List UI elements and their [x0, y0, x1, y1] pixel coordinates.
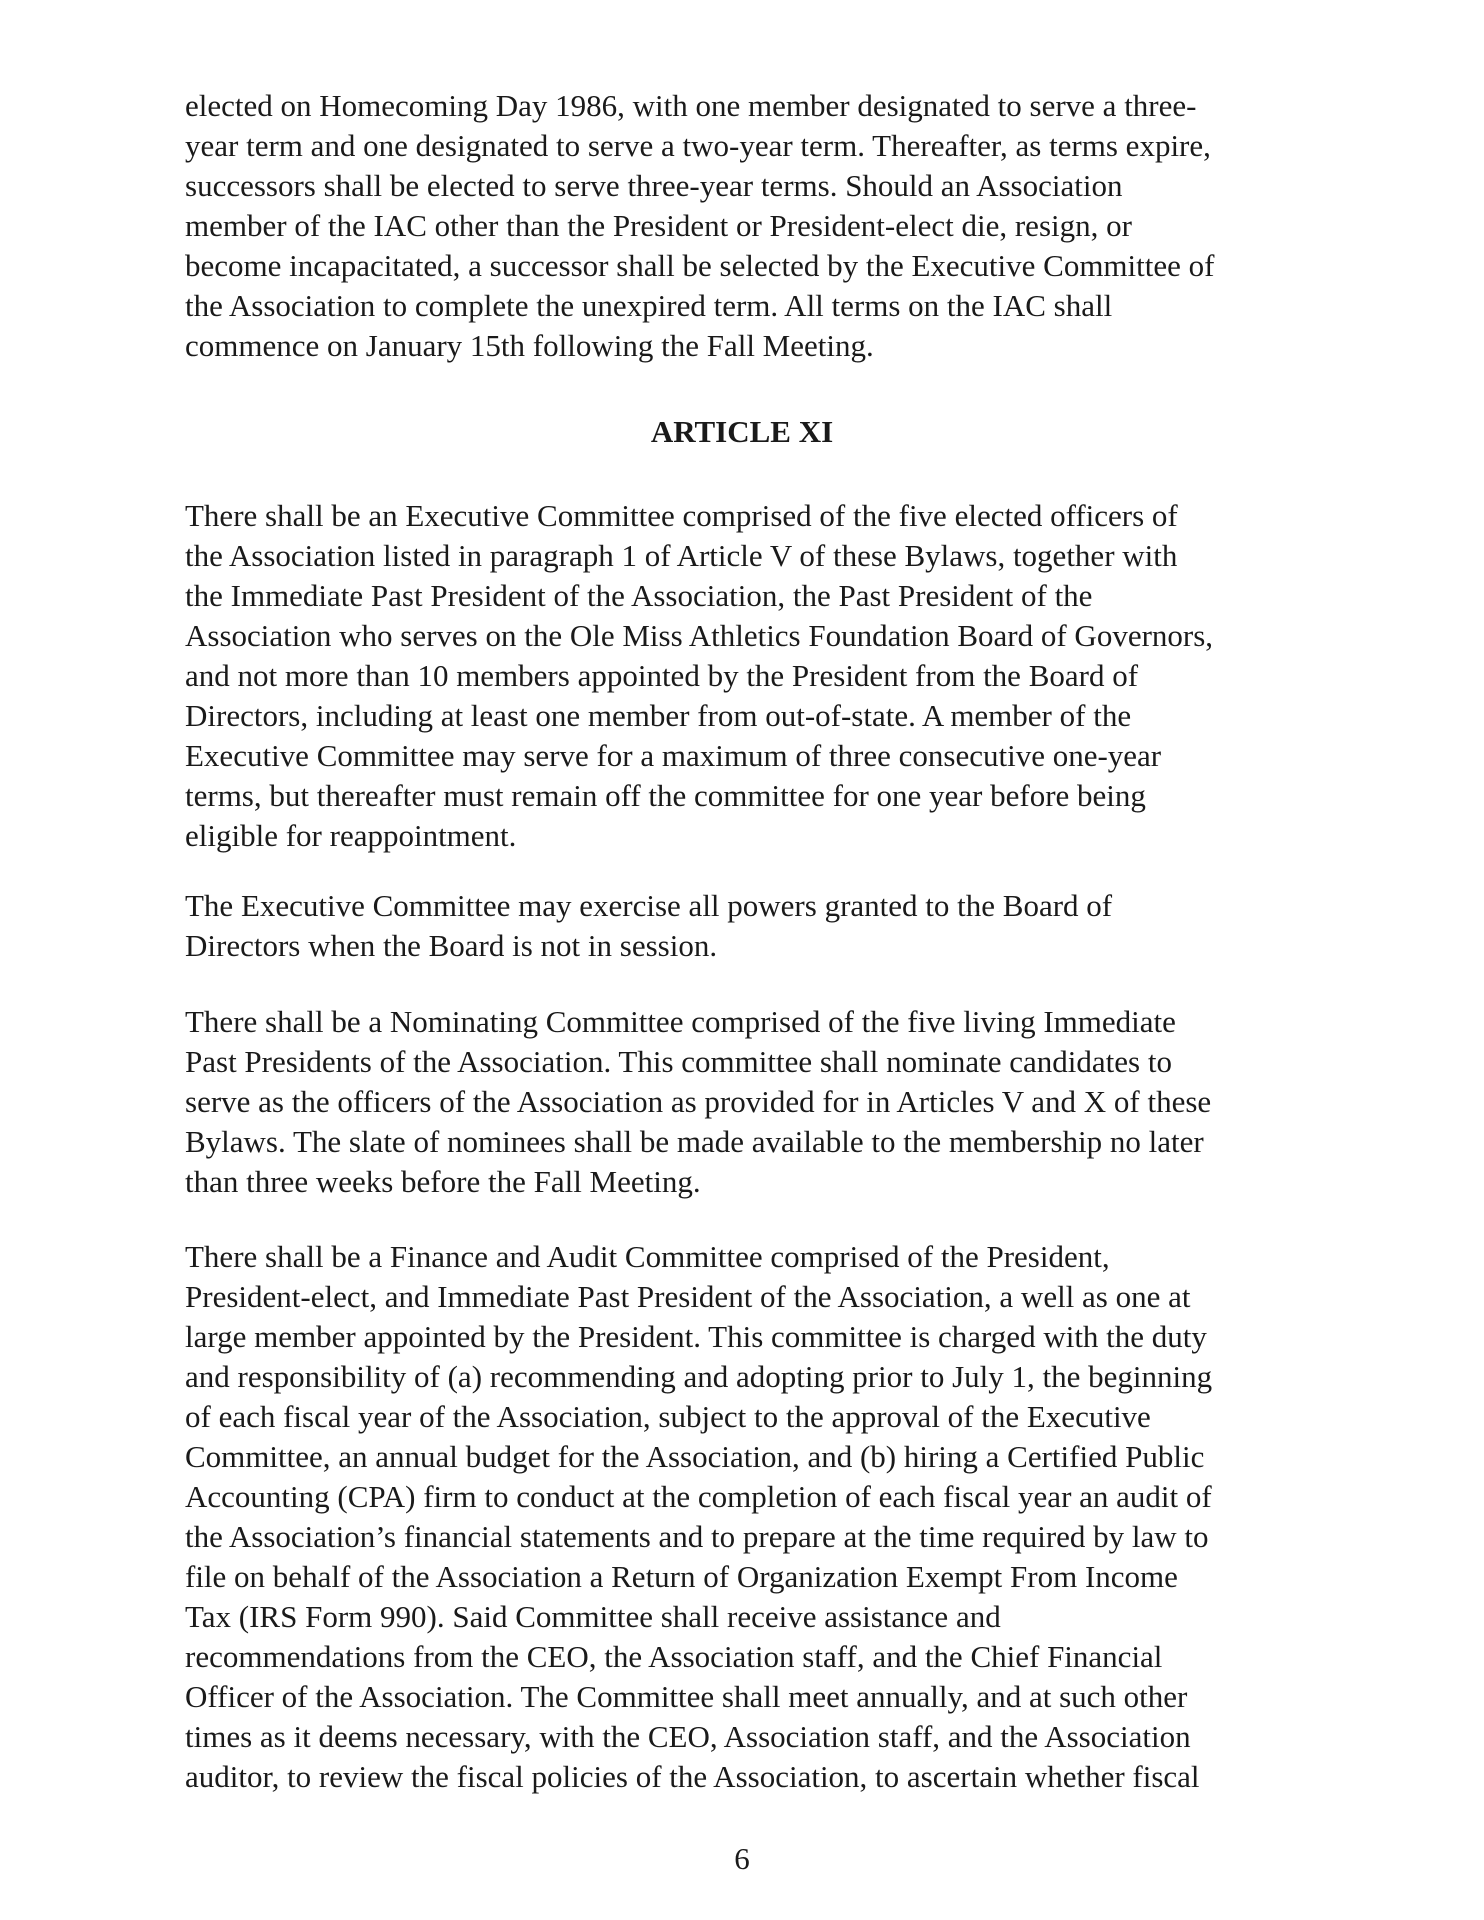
text-line: elected on Homecoming Day 1986, with one member designated to serve a three- [185, 88, 1197, 123]
text-line: The Executive Committee may exercise all powers granted to the Board of [185, 888, 1113, 923]
text-line: the Association to complete the unexpired term. All terms on the IAC shall [185, 288, 1113, 323]
article-heading: ARTICLE XI [650, 414, 834, 449]
text-line: President-elect, and Immediate Past President of the Association, a well as one at [185, 1279, 1191, 1314]
text-line: Directors, including at least one member from out-of-state. A member of the [185, 698, 1132, 733]
text-line: Directors when the Board is not in session. [185, 928, 718, 963]
text-line: auditor, to review the fiscal policies of the Association, to ascertain whether fiscal [185, 1759, 1200, 1794]
text-line: serve as the officers of the Association as provided for in Articles V and X of these [185, 1084, 1212, 1119]
text-line: the Association’s financial statements and to prepare at the time required by law to [185, 1519, 1209, 1554]
text-line: of each fiscal year of the Association, subject to the approval of the Executive [185, 1399, 1151, 1434]
text-line: member of the IAC other than the President or President-elect die, resign, or [185, 208, 1132, 243]
text-line: Committee, an annual budget for the Association, and (b) hiring a Certified Public [185, 1439, 1205, 1474]
text-line: Accounting (CPA) firm to conduct at the completion of each fiscal year an audit of [185, 1479, 1212, 1514]
text-line: Executive Committee may serve for a maximum of three consecutive one-year [185, 738, 1162, 773]
text-line: Past Presidents of the Association. This committee shall nominate candidates to [185, 1044, 1172, 1079]
text-line: file on behalf of the Association a Return of Organization Exempt From Income [185, 1559, 1178, 1594]
text-line: the Association listed in paragraph 1 of Article V of these Bylaws, together with [185, 538, 1178, 573]
text-line: Association who serves on the Ole Miss Athletics Foundation Board of Governors, [185, 618, 1214, 653]
text-line: terms, but thereafter must remain off the committee for one year before being [185, 778, 1146, 813]
text-line: year term and one designated to serve a two-year term. Thereafter, as terms expire, [185, 128, 1211, 163]
text-line: become incapacitated, a successor shall be selected by the Executive Committee of [185, 248, 1215, 283]
text-line: successors shall be elected to serve three-year terms. Should an Association [185, 168, 1123, 203]
text-line: than three weeks before the Fall Meeting. [185, 1164, 701, 1199]
text-line: the Immediate Past President of the Association, the Past President of the [185, 578, 1093, 613]
text-line: large member appointed by the President. This committee is charged with the duty [185, 1319, 1207, 1354]
text-line: Officer of the Association. The Committee shall meet annually, and at such other [185, 1679, 1188, 1714]
text-line: times as it deems necessary, with the CEO, Association staff, and the Association [185, 1719, 1191, 1754]
text-line: Bylaws. The slate of nominees shall be made available to the membership no later [185, 1124, 1204, 1159]
text-line: and not more than 10 members appointed by the President from the Board of [185, 658, 1139, 693]
text-line: recommendations from the CEO, the Association staff, and the Chief Financial [185, 1639, 1163, 1674]
text-line: Tax (IRS Form 990). Said Committee shall receive assistance and [185, 1599, 1001, 1634]
text-line: commence on January 15th following the Fall Meeting. [185, 328, 874, 363]
text-line: There shall be an Executive Committee comprised of the five elected officers of [185, 498, 1178, 533]
text-line: There shall be a Nominating Committee comprised of the five living Immediate [185, 1004, 1176, 1039]
text-line: eligible for reappointment. [185, 818, 517, 853]
text-line: There shall be a Finance and Audit Committee comprised of the President, [185, 1239, 1110, 1274]
page-number: 6 [734, 1841, 750, 1876]
text-line: and responsibility of (a) recommending and adopting prior to July 1, the beginning [185, 1359, 1213, 1394]
